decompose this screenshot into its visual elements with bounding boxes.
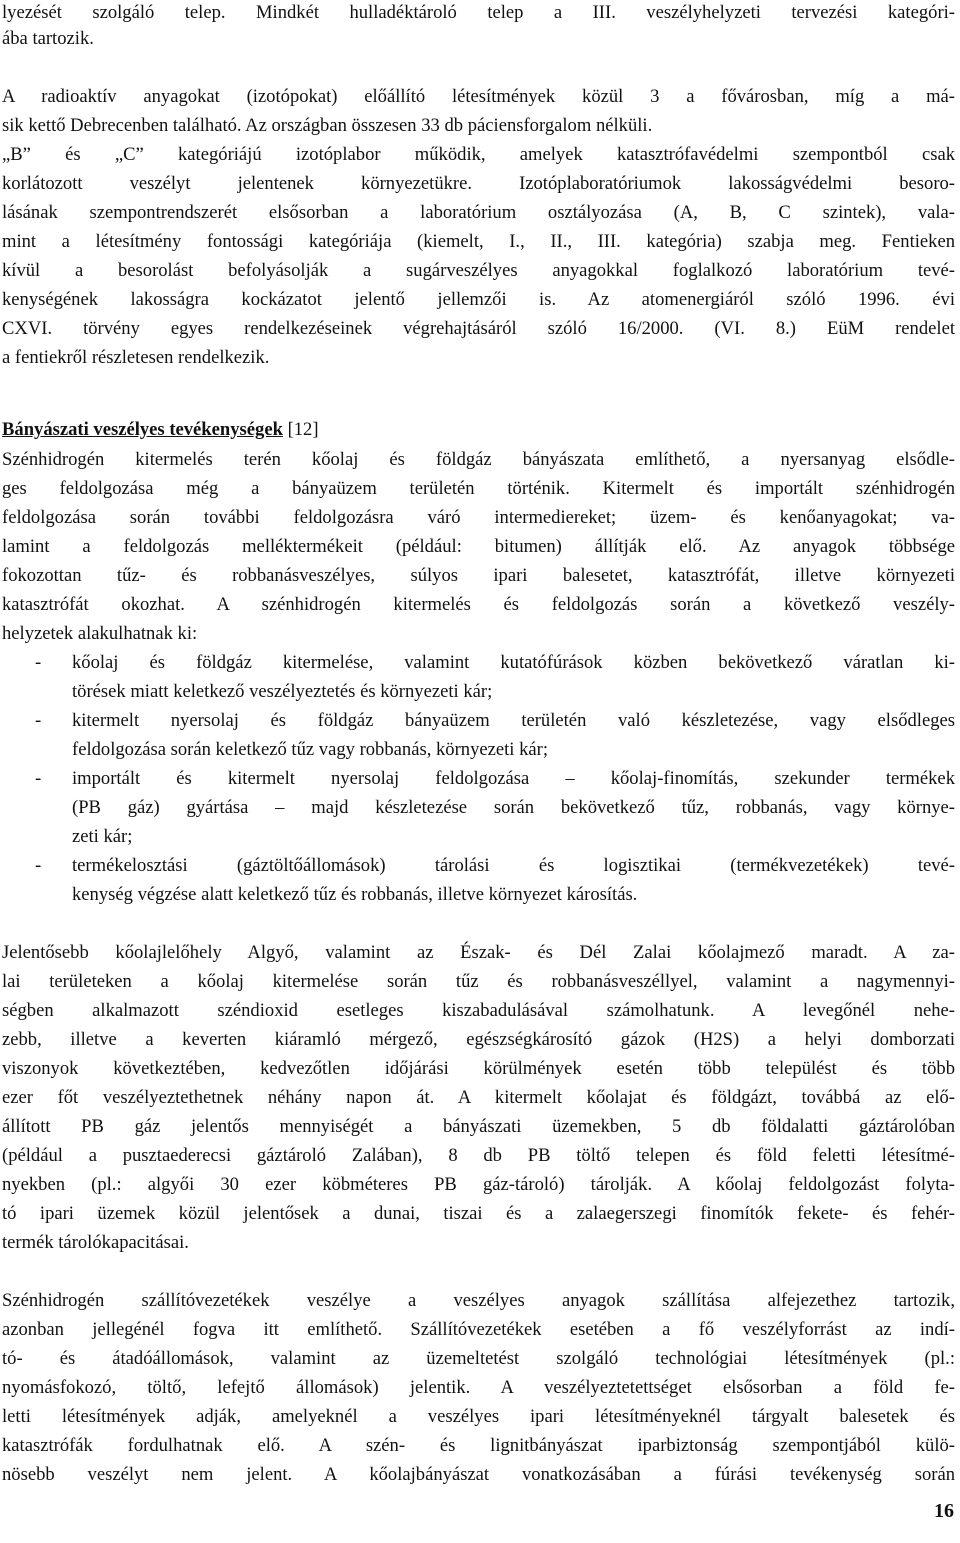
section-reference: [12] [282, 419, 319, 440]
text-line: nyomásfokozó, töltő, lefejtő állomások) jelentik. A veszélyeztetettséget elsősorban a föld fe- [2, 1377, 955, 1398]
text-line: katasztrófát okozhat. A szénhidrogén kitermelés és feldolgozás során a következő veszély- [2, 594, 955, 615]
text-line: tó ipari üzemek közül jelentősek a dunai, tiszai és a zalaegerszegi finomítók fekete- és fehér- [2, 1203, 955, 1224]
text-line: sik kettő Debrecenben található. Az országban összesen 33 db páciensforgalom nélküli. [2, 115, 653, 136]
text-line: ségben alkalmazott széndioxid esetleges kiszabadulásával számolhatunk. A levegőnél nehe- [2, 1000, 955, 1021]
text-line: feldolgozása során keletkező tűz vagy robbanás, környezeti kár; [72, 739, 549, 760]
text-line: fokozottan tűz- és robbanásveszélyes, súlyos ipari balesetet, katasztrófát, illetve környezeti [2, 565, 955, 586]
text-line: korlátozott veszélyt jelentenek környezetükre. Izotóplaboratóriumok lakosságvédelmi besoro- [2, 173, 955, 194]
text-line: Szénhidrogén kitermelés terén kőolaj és földgáz bányászata említhető, a nyersanyag elsődle- [2, 449, 955, 470]
text-line: Szénhidrogén szállítóvezetékek veszélye a veszélyes anyagok szállítása alfejezethez tartozik, [2, 1290, 955, 1311]
text-line: (PB gáz) gyártása – majd készletezése során bekövetkező tűz, robbanás, vagy környe- [72, 797, 955, 818]
text-line: kitermelt nyersolaj és földgáz bányaüzem területén való készletezése, vagy elsődleges [72, 710, 955, 731]
text-line: termék tárolókapacitásai. [2, 1232, 189, 1253]
text-line: kívül a besorolást befolyásolják a sugárveszélyes anyagokkal foglalkozó laboratórium tevé- [2, 260, 955, 281]
text-line: letti létesítmények adják, amelyeknél a veszélyes ipari létesítményeknél tárgyalt balesetek és [2, 1406, 955, 1427]
text-line: zeti kár; [72, 826, 133, 847]
text-line: importált és kitermelt nyersolaj feldolgozása – kőolaj-finomítás, szekunder termékek [72, 768, 955, 789]
text-line: azonban jellegénél fogva itt említhető. Szállítóvezetékek esetében a fő veszélyforrást az indí- [2, 1319, 955, 1340]
list-dash: - [35, 652, 42, 673]
list-dash: - [35, 710, 42, 731]
text-line: kenységének lakosságra kockázatot jelentő jellemzői is. Az atomenergiáról szóló 1996. évi [2, 289, 955, 310]
text-line: kenység végzése alatt keletkező tűz és robbanás, illetve környezet károsítás. [72, 884, 638, 905]
list-dash: - [35, 855, 42, 876]
page-number: 16 [934, 1500, 954, 1522]
text-line: lásának szempontrendszerét elsősorban a laboratórium osztályozása (A, B, C szintek), vala- [2, 202, 955, 223]
text-line: feldolgozása során további feldolgozásra váró intermediereket; üzem- és kenőanyagokat; va- [2, 507, 955, 528]
text-line: állított PB gáz jelentős mennyiségét a bányászati üzemekben, 5 db földalatti gáztárolóban [2, 1116, 955, 1137]
text-line: ezer főt veszélyeztethetnek néhány napon át. A kitermelt kőolajat és földgázt, továbbá az elő- [2, 1087, 955, 1108]
text-line: a fentiekről részletesen rendelkezik. [2, 347, 270, 368]
text-line: nösebb veszélyt nem jelent. A kőolajbányászat vonatkozásában a fúrási tevékenység során [2, 1464, 955, 1485]
text-line: (például a pusztaederecsi gáztároló Zalában), 8 db PB töltő telepen és föld feletti létesítmé- [2, 1145, 955, 1166]
text-line: lyezését szolgáló telep. Mindkét hulladéktároló telep a III. veszélyhelyzeti tervezési kategóri- [2, 2, 955, 23]
text-line: Jelentősebb kőolajlelőhely Algyő, valamint az Észak- és Dél Zalai kőolajmező maradt. A za- [2, 942, 955, 963]
text-line: termékelosztási (gáztöltőállomások) tárolási és logisztikai (termékvezetékek) tevé- [72, 855, 955, 876]
text-line: katasztrófák fordulhatnak elő. A szén- és lignitbányászat iparbiztonság szempontjából külö- [2, 1435, 955, 1456]
text-line: ges feldolgozása még a bányaüzem területén történik. Kitermelt és importált szénhidrogén [2, 478, 955, 499]
section-heading-line [2, 417, 955, 443]
text-line: tó- és átadóállomások, valamint az üzemeltetést szolgáló technológiai létesítmények (pl.: [2, 1348, 955, 1369]
text-line: nyekben (pl.: algyői 30 ezer köbméteres PB gáz-tároló) tárolják. A kőolaj feldolgozást folyta- [2, 1174, 955, 1195]
text-line: A radioaktív anyagokat (izotópokat) előállító létesítmények közül 3 a fővárosban, míg a má- [2, 86, 955, 107]
list-dash: - [35, 768, 42, 789]
text-line: kőolaj és földgáz kitermelése, valamint kutatófúrások közben bekövetkező váratlan ki- [72, 652, 955, 673]
text-line: CXVI. törvény egyes rendelkezéseinek végrehajtásáról szóló 16/2000. (VI. 8.) EüM rendelet [2, 318, 955, 339]
section-heading: Bányászati veszélyes tevékenységek [2, 419, 283, 440]
text-line: viszonyok következtében, kedvezőtlen időjárási körülmények esetén több települést és több [2, 1058, 955, 1079]
text-line: zebb, illetve a keverten kiáramló mérgező, egészségkárosító gázok (H2S) a helyi domborzati [2, 1029, 955, 1050]
text-line: ába tartozik. [2, 28, 94, 49]
text-line: lamint a feldolgozás melléktermékeit (például: bitumen) állítják elő. Az anyagok többsége [2, 536, 955, 557]
text-line: törések miatt keletkező veszélyeztetés és környezeti kár; [72, 681, 493, 702]
text-line: „B” és „C” kategóriájú izotóplabor működik, amelyek katasztrófavédelmi szempontból csak [2, 144, 955, 165]
text-line: lai területeken a kőolaj kitermelése során tűz és robbanásveszéllyel, valamint a nagymennyi- [2, 971, 955, 992]
text-line: mint a létesítmény fontossági kategóriája (kiemelt, I., II., III. kategória) szabja meg. Fentieken [2, 231, 955, 252]
text-line: helyzetek alakulhatnak ki: [2, 623, 198, 644]
